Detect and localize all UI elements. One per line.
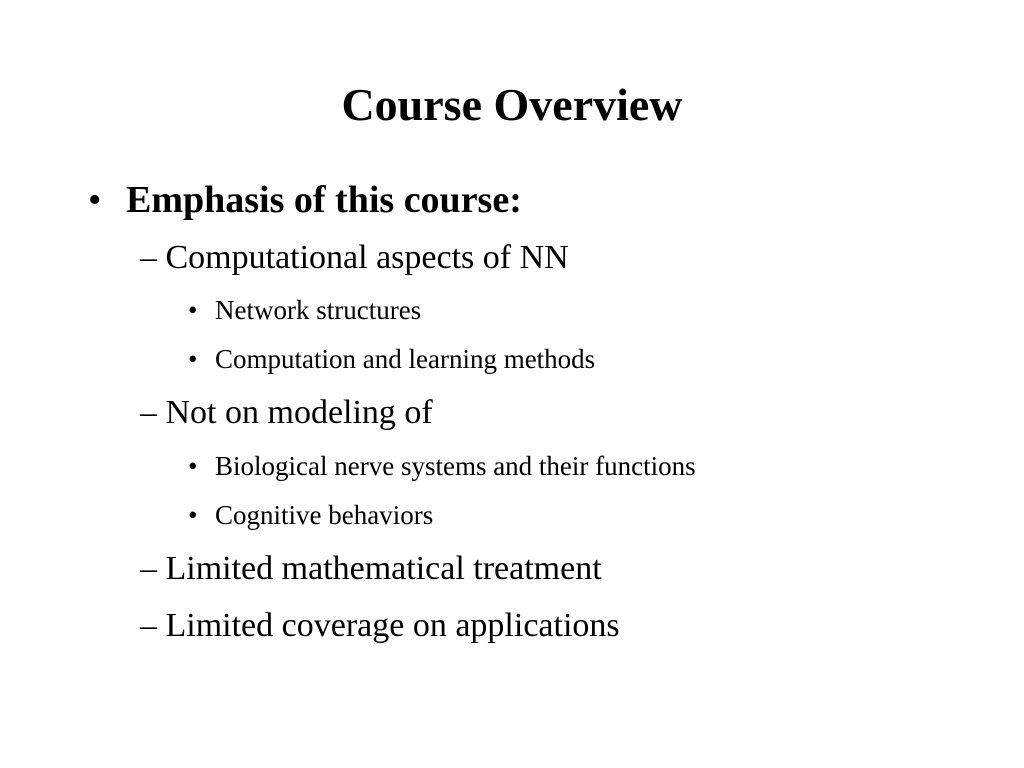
dash-marker: –: [140, 607, 157, 644]
bullet-marker: •: [188, 451, 198, 481]
sub-bullet-text: Not on modeling of: [165, 394, 433, 431]
bullet-marker: •: [188, 500, 198, 530]
item-text: Computation and learning methods: [215, 344, 596, 374]
dash-marker: –: [140, 550, 157, 587]
sub-bullet-not-modeling: [140, 393, 433, 433]
bullet-marker: •: [188, 344, 198, 374]
sub-bullet-text: Computational aspects of NN: [165, 239, 569, 276]
item-text: Network structures: [215, 295, 422, 325]
item-computation-learning: [188, 343, 596, 375]
bullet-marker: •: [88, 179, 102, 221]
bullet-emphasis: [88, 178, 522, 222]
dash-marker: –: [140, 394, 157, 431]
item-cognitive-behaviors: [188, 499, 434, 531]
dash-marker: –: [140, 239, 157, 276]
sub-bullet-limited-math: [140, 549, 602, 589]
item-text: Cognitive behaviors: [215, 500, 434, 530]
sub-bullet-limited-coverage: [140, 606, 620, 646]
bullet-text: Emphasis of this course:: [126, 179, 522, 221]
item-biological-nerve: [188, 450, 696, 482]
slide-title: Course Overview: [341, 79, 683, 130]
sub-bullet-text: Limited mathematical treatment: [165, 550, 602, 587]
item-network-structures: [188, 294, 422, 326]
sub-bullet-text: Limited coverage on applications: [165, 607, 620, 644]
sub-bullet-computational: [140, 238, 569, 278]
bullet-marker: •: [188, 295, 198, 325]
item-text: Biological nerve systems and their functions: [215, 451, 696, 481]
